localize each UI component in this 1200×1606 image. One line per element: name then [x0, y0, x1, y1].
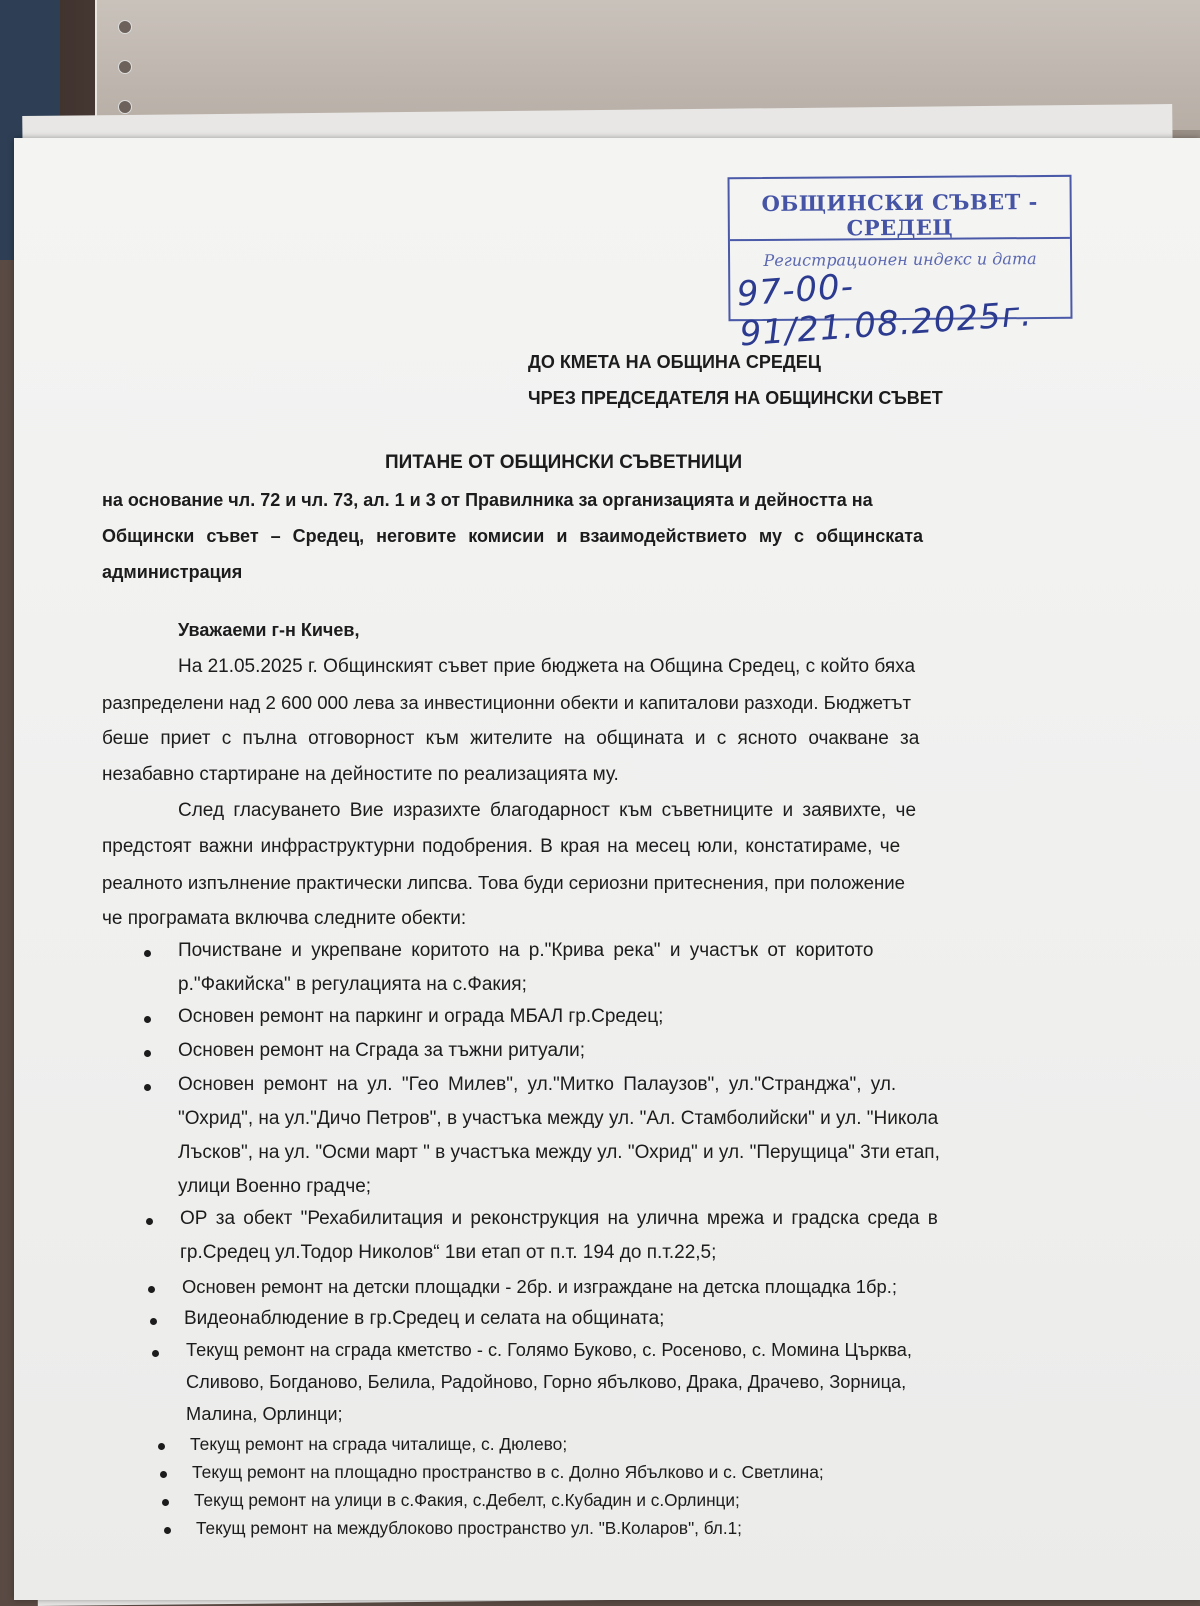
- list-bullet: [144, 950, 151, 957]
- list-item-5-line-2: гр.Средец ул.Тодор Николов“ 1ви етап от п.т. 194 до п.т.22,5;: [180, 1242, 717, 1263]
- list-bullet: [160, 1471, 167, 1478]
- list-bullet: [158, 1443, 165, 1450]
- list-item-11: Текущ ремонт на улици в с.Факия, с.Дебелт, с.Кубадин и с.Орлинци;: [194, 1490, 740, 1510]
- paragraph-1-line-1: На 21.05.2025 г. Общинският съвет прие бюджета на Община Средец, с който бяха: [178, 656, 916, 677]
- list-item-1-line-1: Почистване и укрепване коритото на р."Крива река" и участък от коритото: [178, 940, 874, 961]
- list-item-9: Текущ ремонт на сграда читалище, с. Дюлево;: [190, 1434, 568, 1454]
- list-bullet: [144, 1016, 151, 1023]
- list-bullet: [164, 1527, 171, 1534]
- list-item-4-line-1: Основен ремонт на ул. "Гео Милев", ул."Митко Палаузов", ул."Странджа", ул.: [178, 1074, 897, 1095]
- list-item-8-line-3: Малина, Орлинци;: [186, 1404, 343, 1424]
- addressee-line-1: ДО КМЕТА НА ОБЩИНА СРЕДЕЦ: [528, 352, 821, 372]
- list-item-5-line-1: ОР за обект "Рехабилитация и реконструкция на улична мрежа и градска среда в: [180, 1208, 938, 1229]
- list-bullet: [150, 1318, 157, 1325]
- list-item-7: Видеонаблюдение в гр.Средец и селата на общината;: [184, 1308, 665, 1329]
- list-bullet: [152, 1350, 159, 1357]
- paragraph-1-line-2: разпределени над 2 600 000 лева за инвестиционни обекти и капиталови разходи. Бюджетът: [102, 692, 912, 713]
- punch-hole: [118, 100, 132, 114]
- stamp-title: ОБЩИНСКИ СЪВЕТ - СРЕДЕЦ: [761, 189, 1038, 241]
- list-item-12: Текущ ремонт на междублоково пространство ул. "В.Коларов", бл.1;: [196, 1518, 742, 1538]
- list-item-8-line-1: Текущ ремонт на сграда кметство - с. Голямо Буково, с. Росеново, с. Момина Църква,: [186, 1340, 912, 1360]
- list-bullet: [146, 1218, 153, 1225]
- paragraph-2-line-3: реалното изпълнение практически липсва. Това буди сериозни притеснения, при положение: [102, 872, 905, 893]
- stamp-caption: Регистрационен индекс и дата: [763, 249, 1037, 270]
- list-item-4-line-2: "Охрид", на ул."Дичо Петров", в участъка между ул. "Ал. Стамболийски" и ул. "Никола: [178, 1108, 939, 1129]
- basis-line-1: [102, 490, 1028, 511]
- addressee-line-2: ЧРЕЗ ПРЕДСЕДАТЕЛЯ НА ОБЩИНСКИ СЪВЕТ: [528, 388, 943, 408]
- document-title: ПИТАНЕ ОТ ОБЩИНСКИ СЪВЕТНИЦИ: [385, 452, 743, 473]
- list-bullet: [148, 1286, 155, 1293]
- list-item-8-line-2: Сливово, Богданово, Белила, Радойново, Горно ябълково, Драка, Драчево, Зорница,: [186, 1372, 907, 1392]
- basis-line-3: администрация: [102, 562, 243, 582]
- list-item-1-line-2: р."Факийска" в регулацията на с.Факия;: [178, 974, 527, 995]
- punch-hole: [118, 60, 132, 74]
- paragraph-1-line-4: незабавно стартиране на дейностите по реализацията му.: [102, 764, 619, 785]
- paragraph-2-line-2: предстоят важни инфраструктурни подобрения. В края на месец юли, констатираме, че: [102, 836, 901, 857]
- paragraph-1-line-3: беше приет с пълна отговорност към жителите на общината и с ясното очакване за: [102, 728, 920, 749]
- list-item-2: Основен ремонт на паркинг и ограда МБАЛ гр.Средец;: [178, 1006, 664, 1027]
- punch-hole: [118, 20, 132, 34]
- basis-text-1: на основание чл. 72 и чл. 73, ал. 1 и 3 от Правилника за организацията и дейността на: [102, 490, 873, 510]
- basis-line-2: [102, 526, 1028, 547]
- greeting: Уважаеми г-н Кичев,: [178, 620, 360, 640]
- list-item-4-line-4: улици Военно градче;: [178, 1176, 372, 1197]
- list-bullet: [162, 1499, 169, 1506]
- list-bullet: [144, 1050, 151, 1057]
- paragraph-2-line-4: че програмата включва следните обекти:: [102, 908, 467, 929]
- sleeve-punch-holes: [118, 0, 138, 120]
- stamp-registration-number: 97-00-91/21.08.2025г.: [735, 266, 1034, 355]
- paragraph-2-line-1: След гласуването Вие изразихте благодарност към съветниците и заявихте, че: [178, 800, 917, 821]
- list-item-10: Текущ ремонт на площадно пространство в с. Долно Ябълково и с. Светлина;: [192, 1462, 824, 1482]
- list-item-6: Основен ремонт на детски площадки - 2бр. и изграждане на детска площадка 1бр.;: [182, 1276, 897, 1297]
- basis-text-2: Общински съвет – Средец, неговите комисии и взаимодействието му с общинската: [102, 526, 924, 546]
- list-item-4-line-3: Лъсков", на ул. "Осми март " в участъка между ул. "Охрид" и ул. "Перущица" 3ти етап,: [178, 1142, 940, 1163]
- list-bullet: [144, 1084, 151, 1091]
- list-item-3: Основен ремонт на Сграда за тъжни ритуали;: [178, 1040, 586, 1061]
